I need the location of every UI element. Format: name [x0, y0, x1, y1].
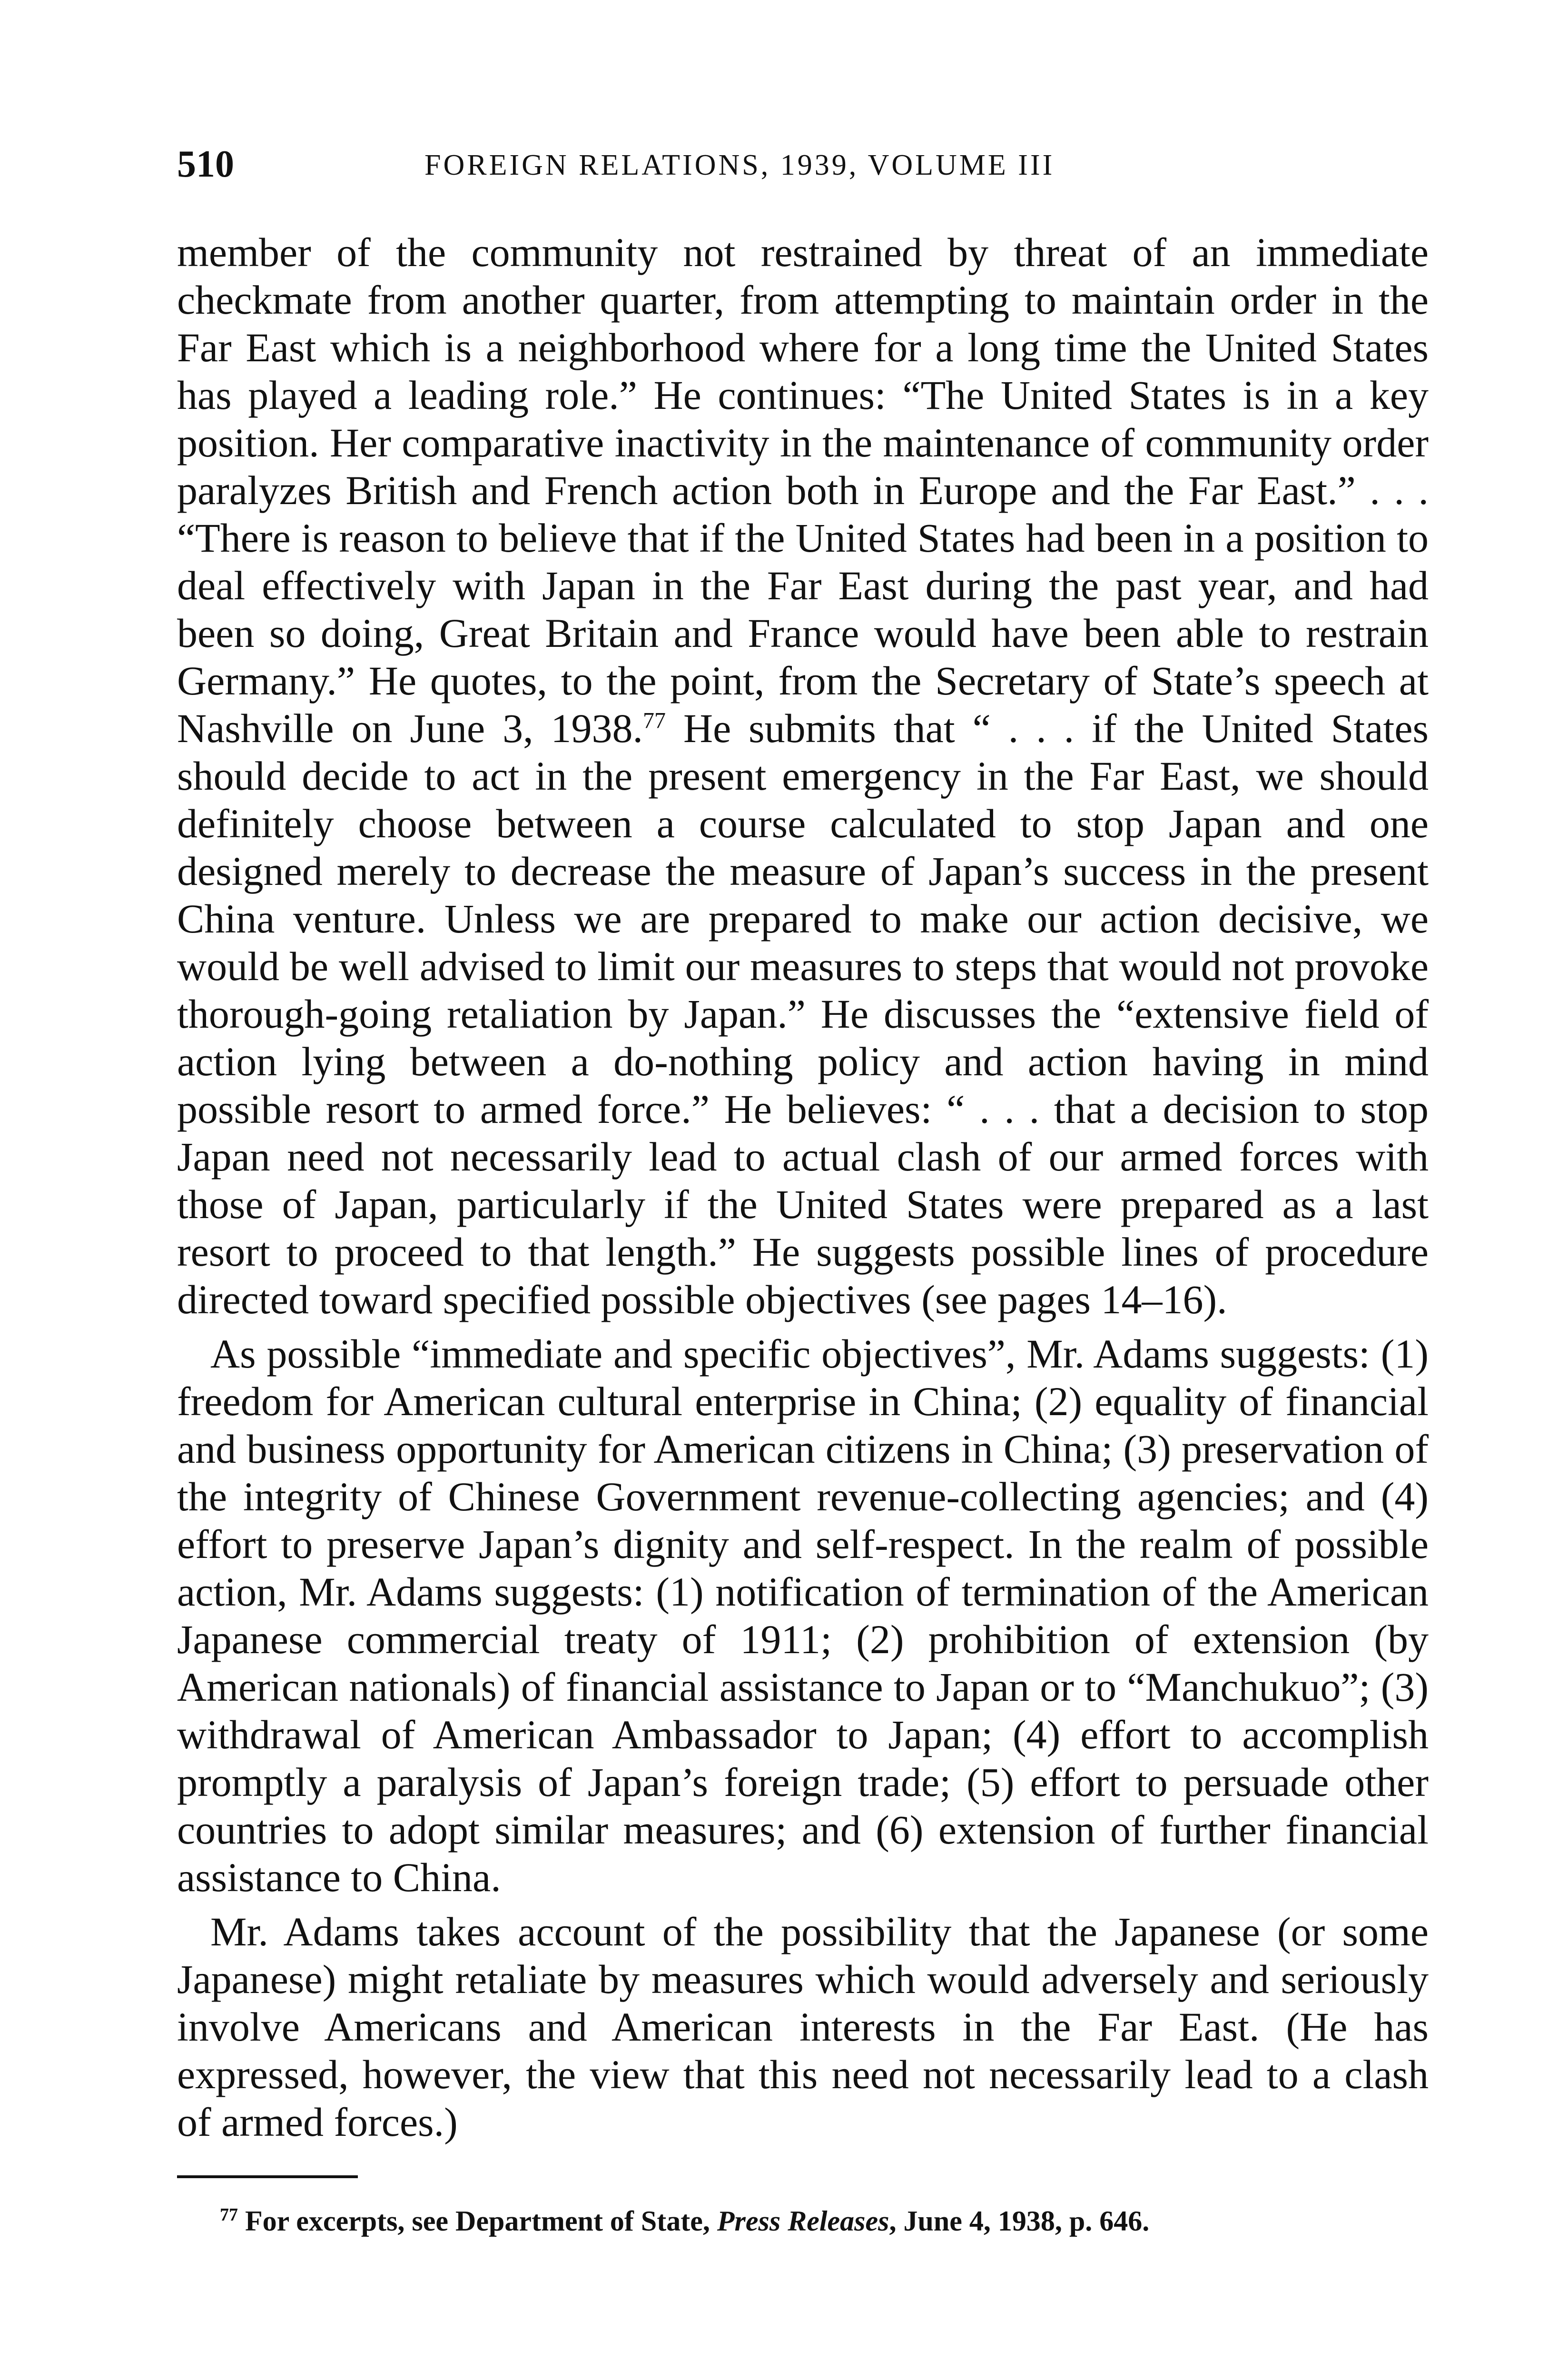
paragraph-1 — [177, 228, 1429, 1323]
footnote-text-before: For excerpts, see Department of State, — [245, 2205, 717, 2237]
page-number: 510 — [177, 143, 234, 185]
paragraph-1-part-b: He submits that “ . . . if the United States should decide to act in the present emergency in the Far East, we should definitely choose between a course calculated to stop Japan and one designed merely to decrease the measure of Japan’s success in the present China venture. Unless we are prepared to make our action decisive, we would be well advised to limit our measures to steps that would not provoke thorough-going retaliation by Japan.” He discusses the “extensive field of action lying between a do-nothing policy and action having in mind possible resort to armed force.” He believes: “ . . . that a decision to stop Japan need not necessarily lead to actual clash of our armed forces with those of Japan, particularly if the United States were prepared as a last resort to proceed to that length.” He suggests possible lines of procedure directed toward specified possible objectives (see pages 14–16). — [177, 705, 1429, 1322]
running-head: FOREIGN RELATIONS, 1939, VOLUME III — [424, 149, 1055, 181]
body-text — [177, 228, 1429, 2146]
paragraph-3: Mr. Adams takes account of the possibility that the Japanese (or some Japanese) might retaliate by measures which would adversely and seriously involve Americans and American interests in the Far East. (He has expressed, however, the view that this need not necessarily lead to a clash of armed forces.) — [177, 1909, 1429, 2145]
page — [177, 143, 1429, 2238]
footnote-mark: 77 — [220, 2205, 238, 2225]
page-header — [177, 143, 1429, 205]
footnote-text-after: , June 4, 1938, p. 646. — [889, 2205, 1150, 2237]
paragraph-1-part-a: member of the community not restrained by threat of an immediate checkmate from another quarter, from attempting to maintain order in the Far East which is a neighborhood where for a long time the United States has played a leading role.” He continues: “The United States is in a key position. Her comparative inactivity in the maintenance of community order paralyzes British and French action both in Europe and the Far East.” . . . “There is reason to believe that if the United States had been in a position to deal effectively with Japan in the Far East during the past year, and had been so doing, Great Britain and France would have been able to restrain Germany.” He quotes, to the point, from the Secretary of State’s speech at Nashville on June 3, 1938. — [177, 229, 1429, 751]
footnote-reference[interactable]: 77 — [643, 708, 666, 734]
footnote-rule — [177, 2175, 358, 2178]
footnote — [177, 2205, 1429, 2238]
footnote-title: Press Releases — [717, 2205, 889, 2237]
paragraph-2: As possible “immediate and specific objectives”, Mr. Adams suggests: (1) freedom for American cultural enterprise in China; (2) equality of financial and business opportunity for American citizens in China; (3) preservation of the integrity of Chinese Government revenue-collecting agencies; and (4) effort to preserve Japan’s dignity and self-respect. In the realm of possible action, Mr. Adams suggests: (1) notification of termination of the American Japanese commercial treaty of 1911; (2) prohibition of extension (by American nationals) of financial assistance to Japan or to “Manchukuo”; (3) withdrawal of American Ambassador to Japan; (4) effort to accomplish promptly a paralysis of Japan’s foreign trade; (5) effort to persuade other countries to adopt similar measures; and (6) extension of further financial assistance to China. — [177, 1331, 1429, 1900]
